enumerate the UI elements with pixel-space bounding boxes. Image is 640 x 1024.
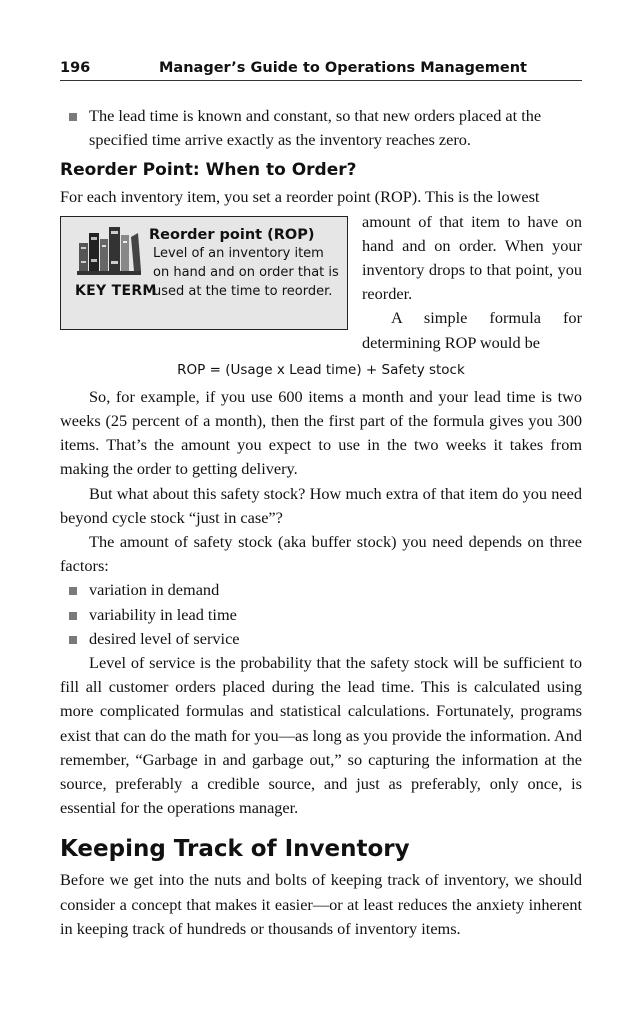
books-icon <box>75 221 143 277</box>
square-bullet-icon <box>69 587 77 595</box>
paragraph: Level of service is the probability that the safety stock will be sufficient to fill all customer orders placed during the lead time. This is calculated using more complicated formulas and statistical calculations. Fortunately, programs exist that can do the math for you—as long as you provide the information. And remember, “Garbage in and garbage out,” so capturing the information at the source, preferably a credible source, and just as preferably, only once, is essential for the operations manager. <box>60 653 582 818</box>
paragraph: For each inventory item, you set a reorder point (ROP). This is the lowest <box>60 187 540 207</box>
paragraph: Before we get into the nuts and bolts of keeping track of inventory, we should consider a concept that makes it easier—or at least reduces the anxiety inherent in keeping track of hundreds or thousands of inventory items. <box>60 870 582 938</box>
key-term-label: KEY TERM <box>75 282 157 299</box>
section-heading-reorder-point: Reorder Point: When to Order? <box>60 160 357 181</box>
section-heading-keeping-track: Keeping Track of Inventory <box>60 836 410 863</box>
page-body <box>60 104 582 941</box>
paragraph: But what about this safety stock? How much extra of that item do you need beyond cycle stock “just in case”? <box>60 483 582 527</box>
square-bullet-icon <box>69 612 77 620</box>
key-term-box <box>60 216 348 330</box>
factors-list <box>60 578 582 651</box>
square-bullet-icon <box>69 636 77 644</box>
square-bullet-icon <box>69 113 77 121</box>
list-item: desired level of service <box>60 627 582 651</box>
paragraph: The amount of safety stock (aka buffer stock) you need depends on three factors: <box>60 532 582 576</box>
paragraph: So, for example, if you use 600 items a month and your lead time is two weeks (25 percent of a month), then the first part of the formula gives you 300 items. That’s the amount you expect to use in the two weeks it takes from making the order to getting delivery. <box>60 386 582 479</box>
page-number: 196 <box>60 60 91 76</box>
book-title: Manager’s Guide to Operations Management <box>159 60 527 76</box>
intro-bullet-list <box>60 104 582 152</box>
running-header <box>60 56 582 81</box>
paragraph: amount of that item to have on hand and on order. When your inventory drops to that point, you reorder. <box>362 211 582 304</box>
list-item: variability in lead time <box>60 603 582 627</box>
key-term-definition: Level of an inventory item on hand and on order that is used at the time to reorder. <box>153 245 339 299</box>
key-term-title: Reorder point (ROP) <box>149 226 315 243</box>
keyterm-wrap-block <box>60 210 582 355</box>
list-item: variation in demand <box>60 578 582 602</box>
paragraph: A simple formula for determining ROP would be <box>362 308 582 352</box>
rop-formula: ROP = (Usage x Lead time) + Safety stock <box>177 361 465 378</box>
list-item: The lead time is known and constant, so that new orders placed at the specified time arrive exactly as the inventory reaches zero. <box>60 104 582 152</box>
